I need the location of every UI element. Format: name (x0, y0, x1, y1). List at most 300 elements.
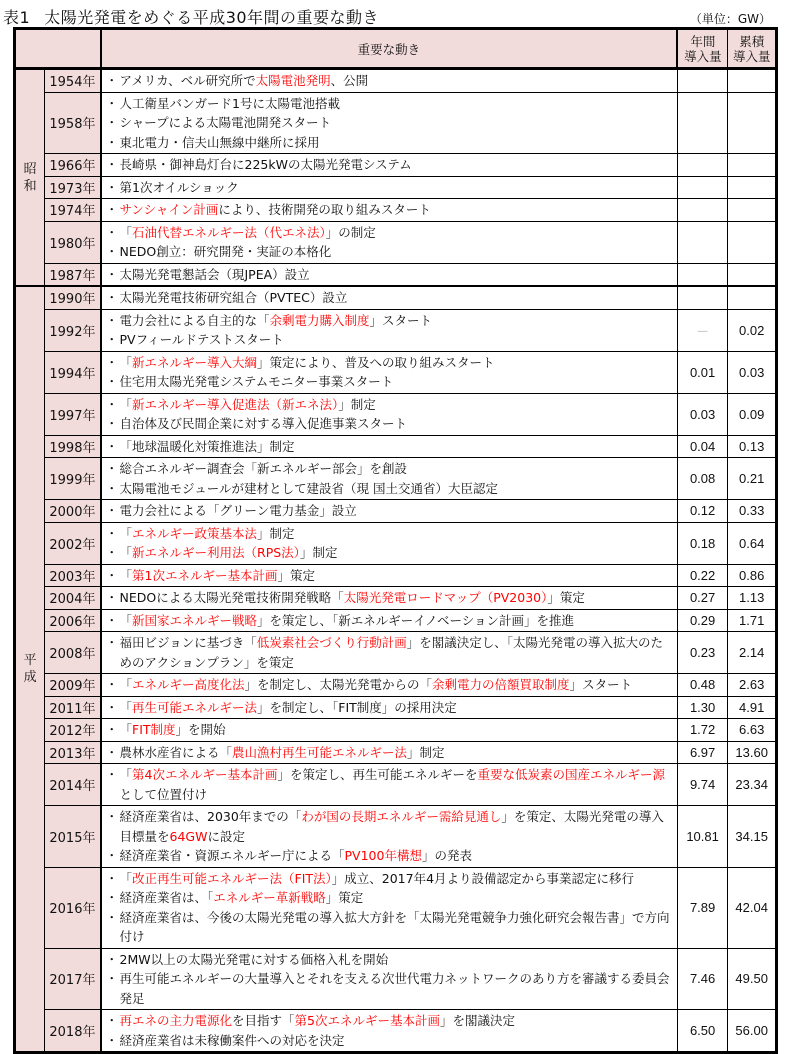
event-text: 「 (119, 870, 133, 886)
event-item (106, 1031, 673, 1051)
cumulative-value: 2.63 (728, 674, 777, 697)
bullet-icon: ・ (105, 590, 119, 605)
event-item (106, 353, 673, 373)
event-item (106, 395, 673, 415)
bullet-icon: ・ (105, 567, 119, 583)
annual-value: 0.29 (677, 609, 728, 632)
solar-history-table (13, 27, 778, 1054)
event-text: 」制定 (257, 525, 295, 541)
header-annual-line1: 年間 (690, 34, 716, 49)
bullet-icon: ・ (105, 438, 119, 454)
event-text: 」を閣議決定 (440, 1013, 516, 1028)
events-cell (101, 263, 678, 286)
bullet-icon: ・ (105, 545, 119, 560)
event-text: 経済産業省は未稼働案件への対応を決定 (119, 1032, 345, 1048)
bullet-icon: ・ (105, 1013, 119, 1028)
highlighted-text: 石油代替エネルギー法（代エネ法） (132, 224, 326, 240)
annual-value: 0.27 (677, 587, 728, 610)
event-text: 」の発表 (421, 848, 472, 863)
table-row (15, 948, 777, 1010)
cumulative-value: 0.02 (728, 309, 777, 351)
era-showa (15, 69, 45, 287)
year-cell: 2004年 (45, 587, 101, 610)
event-text: 2MW以上の太陽光発電に対する価格入札を開始 (119, 951, 389, 967)
event-text: アメリカ、ベル研究所で (119, 73, 256, 88)
cumulative-value: 0.03 (728, 351, 777, 393)
annual-value: 0.23 (677, 632, 728, 674)
year-cell: 1973年 (45, 176, 101, 199)
event-item (106, 459, 673, 479)
bullet-icon: ・ (105, 722, 119, 737)
event-item (106, 437, 673, 457)
event-text: 」を制定し、太陽光発電からの「 (244, 677, 433, 692)
annual-value (677, 69, 728, 93)
annual-value: 0.01 (677, 351, 728, 393)
year-cell: 2011年 (45, 696, 101, 719)
event-text: 総合エネルギー調査会「新エネルギー部会」を創設 (119, 461, 408, 476)
year-cell: 2003年 (45, 564, 101, 587)
event-item (106, 765, 673, 804)
year-cell: 2008年 (45, 632, 101, 674)
event-text: 」を閣議決定し、「太陽光発電の導入拡大のためのアクションプラン」を策定 (119, 635, 664, 670)
year-cell: 2017年 (45, 948, 101, 1010)
year-cell: 1980年 (45, 221, 101, 263)
header-annual (677, 29, 728, 69)
events-cell (101, 609, 678, 632)
events-cell (101, 948, 678, 1010)
event-item (106, 223, 673, 243)
era-label: 昭和 (23, 161, 37, 194)
event-text: NEDOによる太陽光発電技術開発戦略「 (119, 590, 344, 605)
cumulative-value (728, 154, 777, 177)
cumulative-value: 34.15 (728, 806, 777, 868)
event-item (106, 265, 673, 285)
highlighted-text: 新エネルギー導入促進法（新エネ法） (132, 396, 339, 412)
event-text: 「 (119, 677, 133, 692)
event-text: 経済産業省は、2030年までの「 (119, 809, 302, 824)
events-cell (101, 458, 678, 500)
cumulative-value (728, 221, 777, 263)
bullet-icon: ・ (105, 244, 119, 259)
event-item (106, 698, 673, 718)
unit-label: （単位：GW） (689, 12, 771, 26)
event-text: 」策定 (277, 567, 315, 583)
event-item (106, 330, 673, 350)
annual-value (677, 263, 728, 286)
events-cell (101, 867, 678, 948)
annual-value (677, 286, 728, 309)
events-cell (101, 309, 678, 351)
event-item (106, 94, 673, 114)
table-row (15, 764, 777, 806)
cumulative-value: 0.33 (728, 500, 777, 523)
table-title (3, 5, 379, 28)
event-text: 「 (119, 545, 133, 560)
annual-value: 0.48 (677, 674, 728, 697)
event-text: PVフィールドテストスタート (119, 332, 284, 347)
header-cumulative-line1: 累積 (739, 34, 765, 49)
event-item (106, 566, 673, 586)
events-cell (101, 632, 678, 674)
highlighted-text: 重要な低炭素の国産エネルギー源 (477, 767, 666, 782)
event-text: 「 (119, 396, 133, 412)
event-item (106, 743, 673, 763)
table-row (15, 719, 777, 742)
event-item (106, 178, 673, 198)
annual-value (677, 199, 728, 222)
event-text: を目指す「 (232, 1013, 295, 1028)
event-text: 太陽電池モジュールが建材として建設省（現 国土交通省）大臣認定 (119, 480, 498, 496)
header-row (15, 29, 777, 69)
event-item (106, 242, 673, 262)
event-text: 電力会社による「グリーン電力基金」設立 (119, 503, 357, 518)
highlighted-text: 余剰電力購入制度 (269, 312, 370, 328)
event-item (106, 1011, 673, 1031)
event-text: 」成立、2017年4月より設備認定から事業認定に移行 (331, 870, 635, 886)
events-cell (101, 176, 678, 199)
event-item (106, 71, 673, 91)
table-row (15, 674, 777, 697)
event-item (106, 846, 673, 866)
event-text: 第1次オイルショック (119, 179, 239, 195)
bullet-icon: ・ (105, 374, 119, 389)
annual-value: 0.18 (677, 522, 728, 564)
table-row (15, 587, 777, 610)
events-cell (101, 351, 678, 393)
header-annual-line2: 導入量 (684, 49, 722, 64)
event-item (106, 133, 673, 153)
year-cell: 2000年 (45, 500, 101, 523)
event-text: 」制定 (338, 396, 376, 412)
event-item (106, 720, 673, 740)
year-cell: 1992年 (45, 309, 101, 351)
event-text: 福田ビジョンに基づき「 (119, 635, 257, 650)
event-item (106, 869, 673, 889)
year-cell: 1987年 (45, 263, 101, 286)
annual-value: 6.50 (677, 1010, 728, 1053)
event-text: 」の制定 (325, 224, 376, 240)
event-text: 、公開 (330, 73, 369, 88)
annual-value (677, 221, 728, 263)
event-text: 経済産業省は、「 (119, 890, 214, 905)
highlighted-text: 再生可能エネルギー法 (132, 699, 258, 715)
event-text: NEDO創立：研究開発・実証の本格化 (119, 244, 332, 259)
bullet-icon: ・ (105, 503, 119, 518)
year-cell: 2006年 (45, 609, 101, 632)
highlighted-text: 農山漁村再生可能エネルギー法 (232, 744, 408, 760)
events-cell (101, 1010, 678, 1053)
cumulative-value: 4.91 (728, 696, 777, 719)
bullet-icon: ・ (105, 115, 119, 130)
cumulative-value: 1.71 (728, 609, 777, 632)
table-row (15, 609, 777, 632)
highlighted-text: エネルギー高度化法 (132, 677, 245, 692)
highlighted-text: エネルギー政策基本法 (132, 525, 258, 541)
event-text: 東北電力・信夫山無線中継所に採用 (119, 134, 320, 150)
cumulative-value (728, 69, 777, 93)
cumulative-value (728, 199, 777, 222)
table-row (15, 1010, 777, 1053)
event-text: 太陽光発電技術研究組合（PVTEC）設立 (119, 290, 348, 305)
events-cell (101, 286, 678, 309)
events-cell (101, 435, 678, 458)
year-cell: 2012年 (45, 719, 101, 742)
event-item (106, 888, 673, 908)
events-cell (101, 674, 678, 697)
cumulative-value: 6.63 (728, 719, 777, 742)
event-text: 再生可能エネルギーの大量導入とそれを支える次世代電力ネットワークのあり方を審議する委員会発足 (119, 971, 670, 1006)
cumulative-value: 2.14 (728, 632, 777, 674)
bullet-icon: ・ (105, 157, 119, 172)
bullet-icon: ・ (105, 312, 119, 328)
event-text: 経済産業省は、今後の太陽光発電の導入拡大方針を「太陽光発電競争力強化研究会報告書」で方向付け (119, 909, 670, 944)
event-text: 」制定 (407, 744, 445, 760)
annual-value: 0.03 (677, 393, 728, 435)
annual-value: 7.46 (677, 948, 728, 1010)
bullet-icon: ・ (105, 525, 119, 541)
event-text: 」スタート (569, 677, 633, 692)
year-cell: 2009年 (45, 674, 101, 697)
table-row (15, 741, 777, 764)
cumulative-value: 0.64 (728, 522, 777, 564)
year-cell: 1998年 (45, 435, 101, 458)
table-body (15, 69, 777, 1053)
annual-value: 1.72 (677, 719, 728, 742)
highlighted-text: 64GW (169, 828, 208, 844)
year-cell: 1997年 (45, 393, 101, 435)
highlighted-text: PV100年構想 (344, 848, 422, 863)
event-text: 」制定 (299, 545, 338, 560)
table-row (15, 154, 777, 177)
cumulative-value: 42.04 (728, 867, 777, 948)
bullet-icon: ・ (105, 1032, 119, 1048)
event-item (106, 288, 673, 308)
highlighted-text: 再エネの主力電源化 (119, 1013, 233, 1028)
cumulative-value (728, 263, 777, 286)
bullet-icon: ・ (105, 951, 119, 967)
event-text: 人工衛星バンガード1号に太陽電池搭載 (119, 95, 340, 111)
table-row (15, 696, 777, 719)
bullet-icon: ・ (105, 396, 119, 412)
cumulative-value: 1.13 (728, 587, 777, 610)
event-text: に設定 (207, 828, 245, 844)
annual-value: 0.08 (677, 458, 728, 500)
event-text: シャープによる太陽電池開発スタート (119, 115, 332, 130)
cumulative-value: 23.34 (728, 764, 777, 806)
table-row (15, 286, 777, 309)
table-row (15, 351, 777, 393)
highlighted-text: FIT制度 (132, 722, 176, 737)
highlighted-text: エネルギー革新戦略 (213, 890, 326, 905)
event-item (106, 414, 673, 434)
header-cumulative-line2: 導入量 (732, 49, 771, 64)
highlighted-text: 新エネルギー導入大綱 (132, 354, 258, 370)
bullet-icon: ・ (105, 890, 119, 905)
cumulative-value (728, 92, 777, 154)
events-cell (101, 764, 678, 806)
bullet-icon: ・ (105, 290, 119, 305)
event-item (106, 543, 673, 563)
events-cell (101, 522, 678, 564)
table-row (15, 522, 777, 564)
cumulative-value: 13.60 (728, 741, 777, 764)
event-item (106, 675, 673, 695)
year-cell: 2016年 (45, 867, 101, 948)
event-item (106, 807, 673, 846)
bullet-icon: ・ (105, 461, 119, 476)
bullet-icon: ・ (105, 635, 119, 650)
event-item (106, 200, 673, 220)
table-row (15, 632, 777, 674)
year-cell: 2018年 (45, 1010, 101, 1053)
event-text: 自治体及び民間企業に対する導入促進事業スタート (119, 416, 408, 431)
event-text: 長崎県・御神島灯台に225kWの太陽光発電システム (119, 157, 412, 172)
event-text: 太陽光発電懇話会（現JPEA）設立 (119, 266, 310, 282)
event-text: 」策定 (325, 890, 364, 905)
bullet-icon: ・ (105, 767, 119, 782)
header-events: 重要な動き (101, 29, 678, 69)
table-number: 表1 (3, 8, 31, 27)
event-item (106, 950, 673, 970)
bullet-icon: ・ (105, 848, 119, 863)
event-item (106, 908, 673, 947)
event-item (106, 524, 673, 544)
year-cell: 2013年 (45, 741, 101, 764)
event-item (106, 372, 673, 392)
annual-value: 0.22 (677, 564, 728, 587)
cumulative-value: 0.21 (728, 458, 777, 500)
highlighted-text: 第5次エネルギー基本計画 (294, 1013, 440, 1028)
bullet-icon: ・ (105, 699, 119, 715)
event-text: 電力会社による自主的な「 (119, 312, 270, 328)
bullet-icon: ・ (105, 202, 119, 217)
event-text: 「 (119, 224, 133, 240)
event-text: 」策定 (547, 590, 585, 605)
annual-value: 10.81 (677, 806, 728, 868)
annual-value: 6.97 (677, 741, 728, 764)
bullet-icon: ・ (105, 266, 119, 282)
bullet-icon: ・ (105, 677, 119, 692)
table-title-text: 太陽光発電をめぐる平成30年間の重要な動き (44, 8, 380, 27)
event-text: 「 (119, 567, 133, 583)
bullet-icon: ・ (105, 909, 119, 925)
bullet-icon: ・ (105, 480, 119, 496)
cumulative-value: 56.00 (728, 1010, 777, 1053)
event-text: 「地球温暖化対策推進法」制定 (119, 438, 295, 454)
event-text: 」を策定、太陽光発電の導入目標量を (119, 809, 664, 844)
event-text: 」スタート (369, 312, 433, 328)
year-cell: 1994年 (45, 351, 101, 393)
event-text: 「 (119, 722, 133, 737)
events-cell (101, 500, 678, 523)
events-cell (101, 587, 678, 610)
events-cell (101, 806, 678, 868)
highlighted-text: サンシャイン計画 (119, 202, 219, 217)
bullet-icon: ・ (105, 744, 119, 760)
table-row (15, 92, 777, 154)
era-label: 平成 (23, 653, 37, 685)
event-item (106, 588, 673, 608)
event-text: 農林水産省による「 (119, 744, 233, 760)
event-text: として位置付け (119, 786, 208, 802)
annual-value: 1.30 (677, 696, 728, 719)
cumulative-value: 0.13 (728, 435, 777, 458)
event-text: 住宅用太陽光発電システムモニター事業スタート (119, 374, 394, 389)
bullet-icon: ・ (105, 971, 119, 986)
year-cell: 1966年 (45, 154, 101, 177)
bullet-icon: ・ (105, 179, 119, 195)
bullet-icon: ・ (105, 354, 119, 370)
event-text: 経済産業省・資源エネルギー庁による「 (119, 848, 345, 863)
event-text: 」を策定し、「新エネルギーイノベーション計画」を推進 (257, 612, 575, 628)
highlighted-text: 太陽光発電ロードマップ（PV2030） (343, 590, 548, 605)
table-row (15, 458, 777, 500)
year-cell: 1974年 (45, 199, 101, 222)
table-row (15, 867, 777, 948)
year-cell: 1958年 (45, 92, 101, 154)
bullet-icon: ・ (105, 416, 119, 431)
event-text: 」を策定し、再生可能エネルギーを (277, 767, 478, 782)
highlighted-text: わが国の長期エネルギー需給見通し (301, 809, 502, 824)
bullet-icon: ・ (105, 870, 119, 886)
year-cell: 1990年 (45, 286, 101, 309)
table-row (15, 309, 777, 351)
event-item (106, 611, 673, 631)
highlighted-text: 低炭素社会づくり行動計画 (256, 635, 407, 650)
table-row (15, 564, 777, 587)
events-cell (101, 92, 678, 154)
event-text: 」を制定し、「FIT制度」の採用決定 (257, 699, 457, 715)
event-text: 「 (119, 354, 133, 370)
event-item (106, 113, 673, 133)
events-cell (101, 719, 678, 742)
events-cell (101, 696, 678, 719)
event-item (106, 479, 673, 499)
annual-value: 9.74 (677, 764, 728, 806)
table-row (15, 500, 777, 523)
header-blank-cell (15, 29, 101, 69)
highlighted-text: 新エネルギー利用法（RPS法） (132, 545, 300, 560)
year-cell: 2002年 (45, 522, 101, 564)
annual-value: － (677, 309, 728, 351)
events-cell (101, 199, 678, 222)
event-item (106, 311, 673, 331)
event-text: 「 (119, 612, 133, 628)
year-cell: 2014年 (45, 764, 101, 806)
table-row (15, 806, 777, 868)
table-row (15, 221, 777, 263)
bullet-icon: ・ (105, 809, 119, 824)
events-cell (101, 564, 678, 587)
events-cell (101, 393, 678, 435)
cumulative-value: 0.09 (728, 393, 777, 435)
highlighted-text: 余剰電力の倍額買取制度 (432, 677, 570, 692)
event-text: により、技術開発の取り組みスタート (218, 202, 431, 217)
year-cell: 2015年 (45, 806, 101, 868)
annual-value: 0.04 (677, 435, 728, 458)
year-cell: 1954年 (45, 69, 101, 93)
table-row (15, 393, 777, 435)
header-cumulative (728, 29, 777, 69)
events-cell (101, 154, 678, 177)
era-heisei (15, 286, 45, 1053)
table-row (15, 435, 777, 458)
cumulative-value (728, 176, 777, 199)
event-item (106, 633, 673, 672)
bullet-icon: ・ (105, 224, 119, 240)
events-cell (101, 221, 678, 263)
event-text: 」を開始 (175, 722, 226, 737)
